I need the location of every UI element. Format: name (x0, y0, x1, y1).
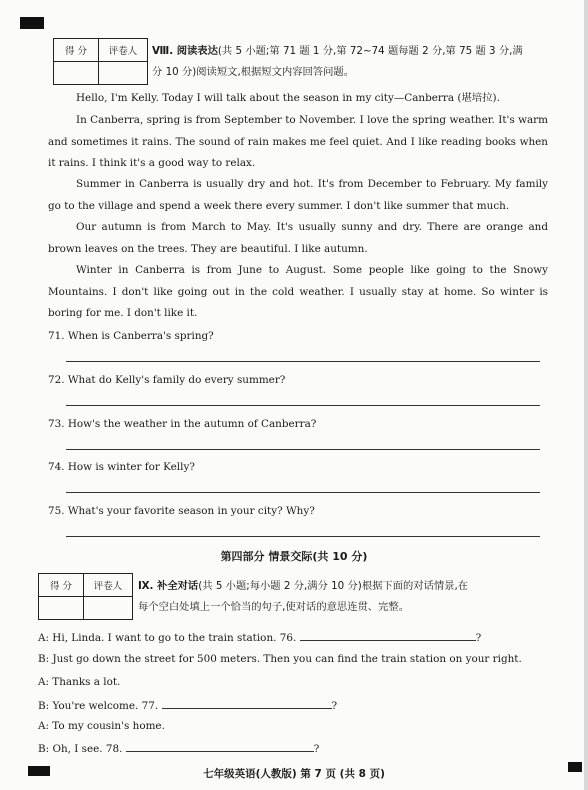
section-8-instructions-2: 分 10 分)阅读短文,根据短文内容回答问题。 (152, 66, 354, 78)
score-label: 得 分 (54, 39, 99, 62)
part-4-title: 第四部分 情景交际(共 10 分) (220, 550, 368, 563)
score-cell[interactable] (54, 62, 99, 85)
dialogue-line-a3: A: To my cousin's home. (38, 720, 165, 732)
passage-paragraph-4: Our autumn is from March to May. It's usually sunny and dry. There are orange and brown leaves on the trees. They are beautiful. I like autumn. (48, 221, 548, 255)
dialogue-line-78: B: Oh, I see. 78. ? (38, 743, 320, 755)
dialogue-line-b1: B: Just go down the street for 500 meters. Then you can find the train station on your right. (38, 653, 522, 665)
answer-line-74[interactable] (66, 492, 540, 493)
question-73: 73. How's the weather in the autumn of Canberra? (48, 418, 317, 430)
section-9-instructions-1: (共 5 小题;每小题 2 分,满分 10 分)根据下面的对话情景,在 (198, 580, 469, 592)
section-8-instructions-1: (共 5 小题;第 71 题 1 分,第 72~74 题每题 2 分,第 75 题 3 分,满 (217, 45, 523, 57)
grader-label: 评卷人 (84, 574, 133, 597)
section-9-heading (138, 576, 548, 618)
passage-paragraph-3: Summer in Canberra is usually dry and hot. It's from December to February. My family go to the village and spend a week there every summer. I don't like summer that much. (48, 178, 548, 212)
section-8-title: Ⅷ. 阅读表达 (152, 45, 218, 57)
question-75: 75. What's your favorite season in your city? Why? (48, 505, 315, 517)
question-71: 71. When is Canberra's spring? (48, 330, 214, 342)
grader-label: 评卷人 (99, 39, 148, 62)
dialogue-line-a2: A: Thanks a lot. (38, 676, 121, 688)
section-9-title: Ⅸ. 补全对话 (138, 580, 199, 592)
registration-mark-top-left (20, 17, 44, 29)
question-74: 74. How is winter for Kelly? (48, 461, 195, 473)
score-label: 得 分 (39, 574, 84, 597)
score-table-section-9 (38, 573, 133, 620)
section-8-heading (152, 41, 547, 83)
passage-paragraph-5: Winter in Canberra is from June to August. Some people like going to the Snowy Mountains. I don't like going out in the cold weather. I usually stay at home. So winter is boring for me. I don't like it. (48, 264, 548, 319)
section-9-instructions-2: 每个空白处填上一个恰当的句子,使对话的意思连贯、完整。 (138, 601, 409, 613)
passage-paragraph-2: In Canberra, spring is from September to November. I love the spring weather. It's warm and sometimes it rains. The sound of rain makes me feel quiet. And I like reading books when it rains. I think it's a good way to relax. (48, 114, 548, 169)
score-table-section-8 (53, 38, 148, 85)
grader-cell[interactable] (99, 62, 148, 85)
answer-line-73[interactable] (66, 449, 540, 450)
blank-78[interactable] (126, 741, 314, 752)
answer-line-75[interactable] (66, 536, 540, 537)
page-edge-right (584, 0, 588, 790)
grader-cell[interactable] (84, 597, 133, 620)
score-cell[interactable] (39, 597, 84, 620)
blank-76[interactable] (300, 630, 476, 641)
page-footer: 七年级英语(人教版) 第 7 页 (共 8 页) (203, 768, 385, 780)
answer-line-71[interactable] (66, 361, 540, 362)
question-72: 72. What do Kelly's family do every summer? (48, 374, 286, 386)
answer-line-72[interactable] (66, 405, 540, 406)
dialogue-line-76: A: Hi, Linda. I want to go to the train station. 76. ? (38, 632, 482, 644)
dialogue-line-77: B: You're welcome. 77. ? (38, 700, 338, 712)
blank-77[interactable] (162, 698, 332, 709)
passage-paragraph-1: Hello, I'm Kelly. Today I will talk about the season in my city—Canberra (堪培拉). (76, 92, 500, 104)
